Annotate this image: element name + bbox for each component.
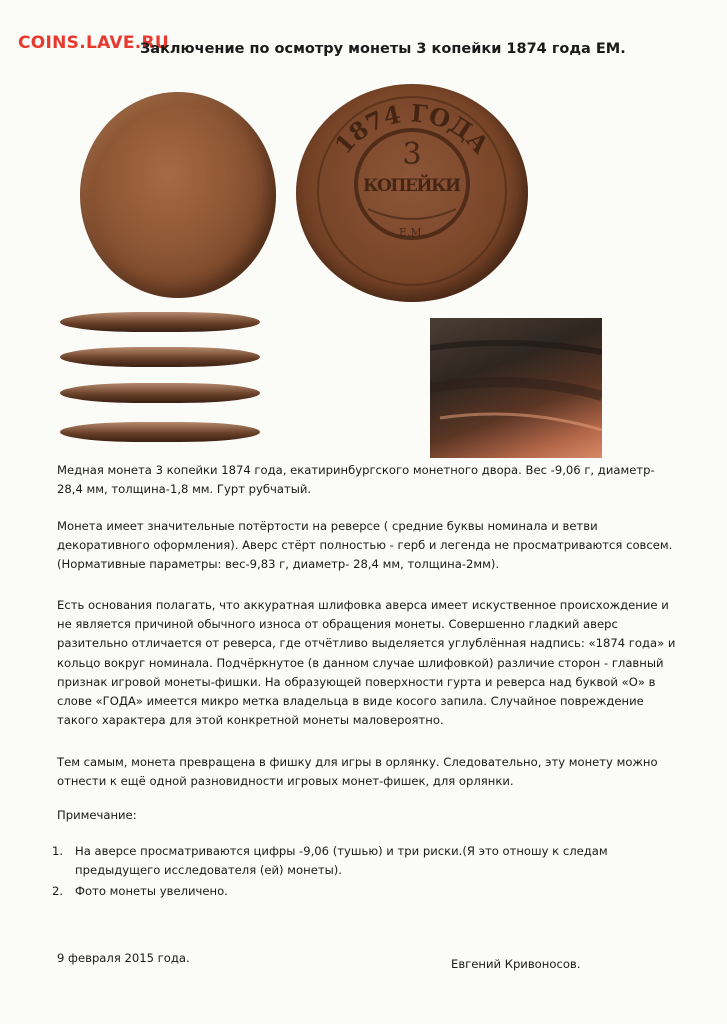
- text-line: 28,4 мм, толщина-1,8 мм. Гурт рубчатый.: [57, 482, 312, 497]
- text-line: Есть основания полагать, что аккуратная шлифовка аверса имеет искуственное происхождение и: [57, 598, 669, 612]
- coin-mint-mark: Е.М.: [398, 226, 426, 239]
- coin-edge-closeup-photo: [430, 318, 602, 458]
- text-line: На аверсе просматриваются цифры -9,06 (тушью) и три риски.(Я это отношу к следам: [75, 844, 608, 858]
- author-signature: Евгений Кривоносов.: [451, 957, 581, 971]
- paragraph-wear: [57, 517, 677, 575]
- text-line: слове «ГОДА» имеется микро метка владельца в виде косого запила. Случайное повреждение: [57, 694, 644, 709]
- coin-edge-photo: [60, 422, 260, 442]
- watermark: COINS.LAVE.RU: [18, 33, 170, 53]
- text-line: Монета имеет значительные потёртости на реверсе ( средние буквы номинала и ветви: [57, 519, 598, 533]
- text-line: отнести к ещё одной разновидности игровых монет-фишек, для орлянки.: [57, 774, 514, 789]
- text-line: разительно отличается от реверса, где отчётливо выделяется углублённая надпись: «1874 года» и: [57, 636, 676, 651]
- coin-denomination-number: 3: [402, 137, 422, 172]
- coin-edge-photo: [60, 347, 260, 367]
- coin-denomination-word: КОПЕЙКИ: [363, 176, 461, 196]
- paragraph-description: [57, 461, 677, 499]
- text-line: (Нормативные параметры: вес-9,83 г, диаметр- 28,4 мм, толщина-2мм).: [57, 557, 500, 572]
- text-line: Медная монета 3 копейки 1874 года, екатиринбургского монетного двора. Вес -9,06 г, диаметр-: [57, 463, 655, 477]
- text-line: признак игровой монеты-фишки. На образующей поверхности гурта и реверса над буквой «О» в: [57, 674, 656, 689]
- note-heading: Примечание:: [57, 808, 137, 822]
- text-line: такого характера для этой конкретной монеты маловероятно.: [57, 713, 444, 728]
- coin-edge-photo: [60, 383, 260, 403]
- document-date: 9 февраля 2015 года.: [57, 951, 190, 965]
- text-line: декоративного оформления). Аверс стёрт полностью - герб и легенда не просматриваются совсем.: [57, 538, 673, 553]
- coin-obverse-photo: [80, 92, 276, 298]
- text-line: Фото монеты увеличено.: [75, 884, 228, 898]
- text-line: Тем самым, монета превращена в фишку для игры в орлянку. Следовательно, эту монету можно: [57, 755, 658, 769]
- paragraph-conclusion: [57, 753, 677, 791]
- note-number: 2.: [52, 884, 64, 898]
- text-line: предыдущего исследователя (ей) монеты).: [75, 863, 342, 878]
- page-title: Заключение по осмотру монеты 3 копейки 1874 года ЕМ.: [140, 41, 626, 57]
- text-line: кольцо вокруг номинала. Подчёркнутое (в данном случае шлифовкой) различие сторон - главный: [57, 655, 664, 670]
- coin-reverse-photo: [296, 84, 528, 302]
- paragraph-analysis: [57, 596, 677, 730]
- text-line: не является причиной обычного износа от обращения монеты. Совершенно гладкий аверс: [57, 617, 618, 632]
- coin-year-text: 1874 ГОДА: [328, 98, 496, 160]
- coin-edge-photo: [60, 312, 260, 332]
- note-number: 1.: [52, 844, 64, 858]
